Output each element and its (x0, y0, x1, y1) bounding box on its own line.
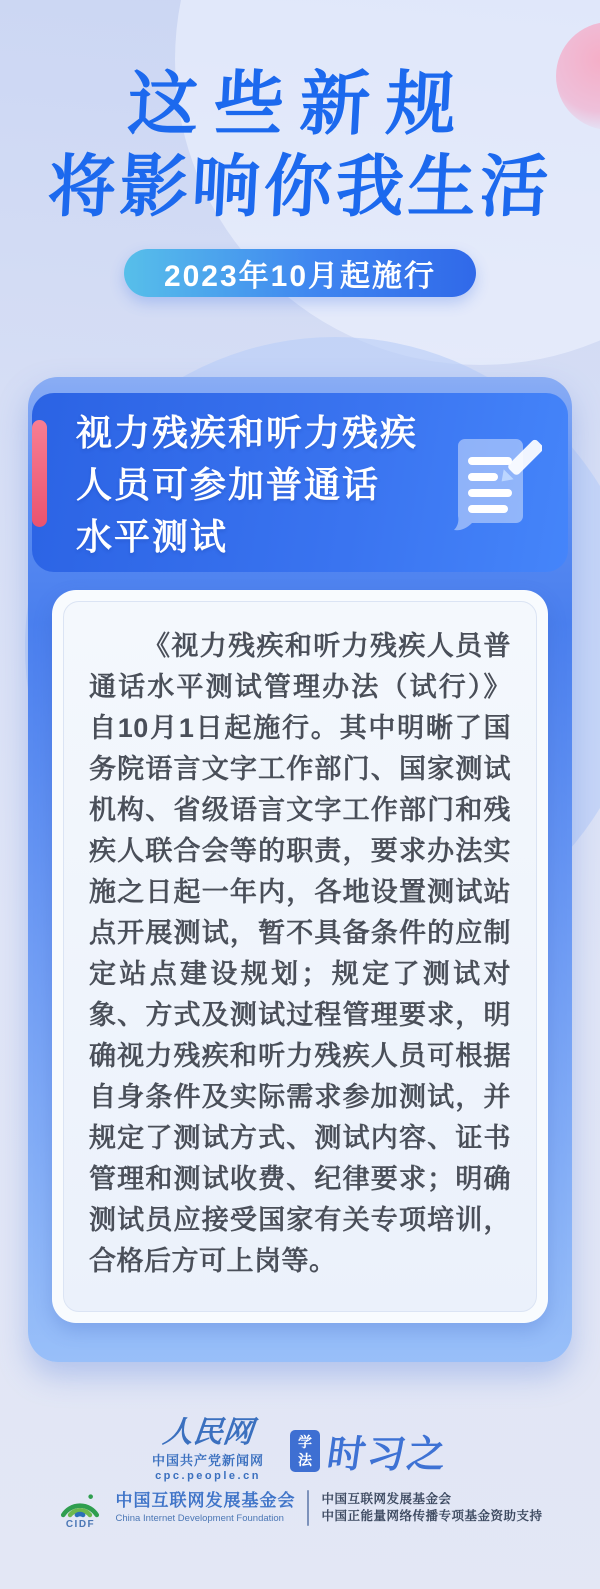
footer-divider (307, 1490, 309, 1526)
peoples-daily-script-wordmark: 人民网 (161, 1416, 255, 1449)
regulation-heading-line-1: 视力残疾和听力残疾 (76, 412, 419, 453)
regulation-body-text: 《视力残疾和听力残疾人员普通话水平测试管理办法（试行）》自10月1日起施行。其中明晰了国务院语言文字工作部门、国家测试机构、省级语言文字工作部门和残疾人联合会等的职责，要求办法实施之日起一年内，各地设置测试站点开展测试，暂不具备条件的应制定站点建设规划；规定了测试对象、方式及测试过程管理要求，明确视力残疾和听力残疾人员可根据自身条件及实际需求参加测试，并规定了测试方式、测试内容、证书管理和测试收费、纪律要求；明确测试员应接受国家有关专项培训，合格后方可上岗等。 (89, 631, 511, 1276)
pink-accent-tab (32, 420, 47, 527)
cidf-fan-arcs-icon (57, 1486, 103, 1518)
effective-date-badge: 2023年10月起施行 (124, 249, 476, 297)
cpc-news-domain: cpc.people.cn (155, 1470, 261, 1482)
sponsor-line-2: 中国正能量网络传播专项基金资助支持 (321, 1509, 543, 1523)
footer-logo-row (0, 1418, 600, 1482)
xuefa-char-1: 学 (298, 1433, 312, 1450)
page-title-line-1: 这些新规 (125, 65, 475, 143)
regulation-card-container (28, 377, 572, 1362)
page-title (0, 62, 600, 228)
shixizhi-wordmark: 时习之 (324, 1434, 451, 1476)
peoples-daily-logo (152, 1418, 264, 1482)
regulation-header-card (32, 393, 568, 572)
sponsor-support-text (321, 1491, 542, 1525)
cidf-name-en: China Internet Development Foundation (115, 1513, 284, 1524)
sponsor-line-1: 中国互联网发展基金会 (321, 1492, 452, 1506)
xuefa-badge-icon (290, 1430, 320, 1472)
cidf-logo-group (57, 1486, 103, 1530)
page-title-line-2: 将影响你我生活 (45, 149, 554, 225)
regulation-heading-line-3: 水平测试 (76, 516, 229, 557)
footer-sponsor-row (0, 1486, 600, 1530)
document-pen-icon (438, 429, 542, 541)
cidf-abbr-label: CIDF (65, 1519, 96, 1530)
regulation-heading (76, 407, 418, 563)
regulation-body-card (52, 590, 548, 1323)
regulation-heading-line-2: 人员可参加普通话 (76, 464, 381, 505)
cpc-news-site-name: 中国共产党新闻网 (151, 1453, 264, 1468)
effective-date-badge-wrap (0, 249, 600, 297)
xuefa-char-2: 法 (298, 1451, 312, 1468)
cidf-name-group (115, 1491, 295, 1525)
cidf-name-cn: 中国互联网发展基金会 (115, 1491, 296, 1510)
regulation-body-inner (63, 601, 537, 1312)
xuefa-shixizhi-logo (290, 1423, 451, 1482)
